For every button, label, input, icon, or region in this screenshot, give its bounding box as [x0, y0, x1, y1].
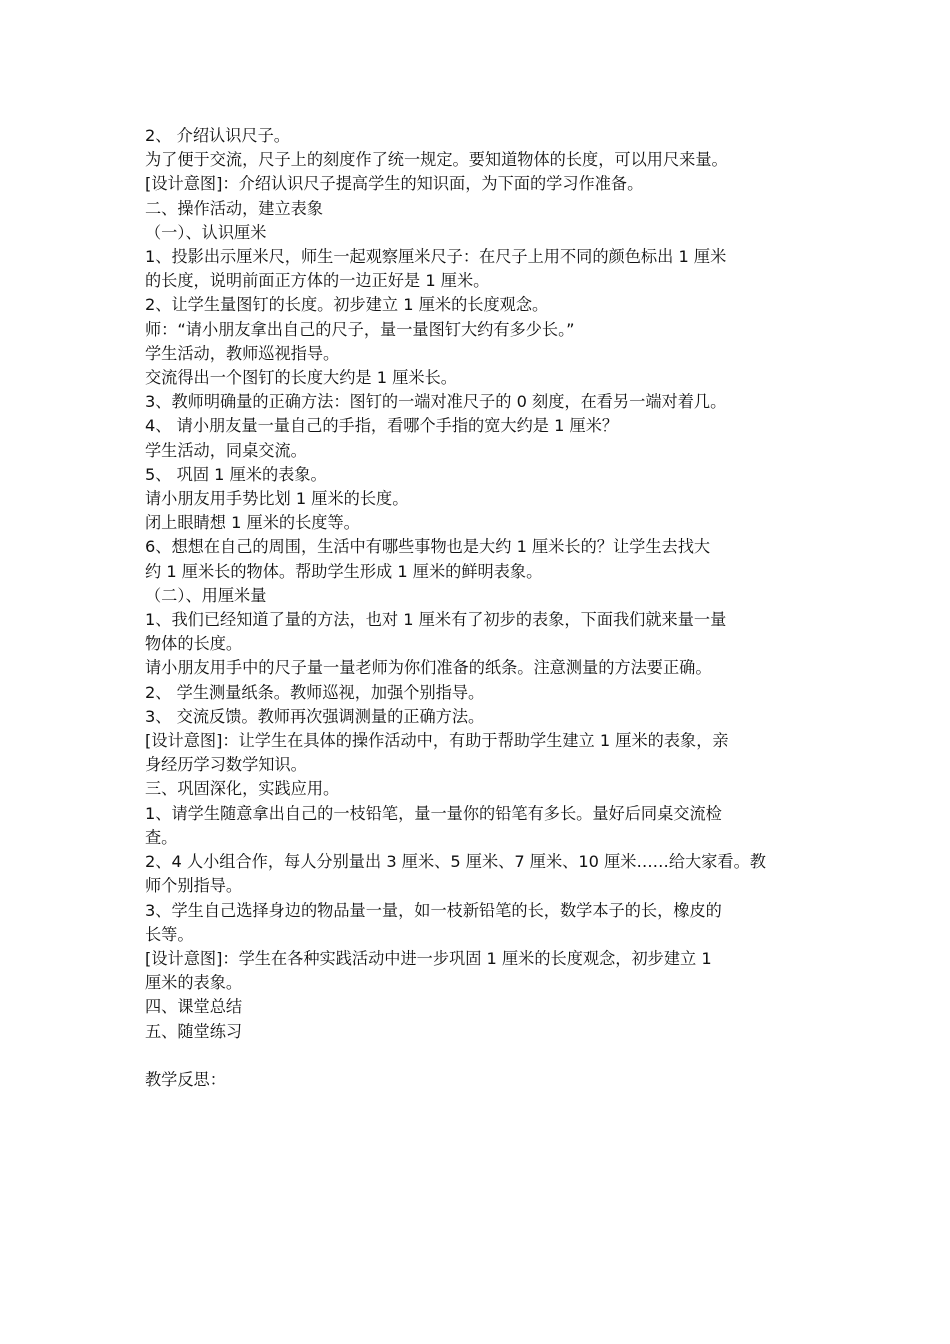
section-heading: 三、巩固深化，实践应用。 [145, 779, 340, 799]
text-line: 3、学生自己选择身边的物品量一量，如一枝新铅笔的长，数学本子的长，橡皮的 [145, 900, 722, 920]
text-line: 2、 介绍认识尺子。 [145, 126, 290, 145]
text-line: 查。 [145, 827, 178, 847]
subsection-heading: （二）、用厘米量 [145, 585, 267, 605]
text-line: 1、投影出示厘米尺，师生一起观察厘米尺子：在尺子上用不同的颜色标出 1 厘米 [145, 247, 727, 267]
text-line: [设计意图]：学生在各种实践活动中进一步巩固 1 厘米的长度观念，初步建立 1 [145, 948, 712, 968]
text-line: 物体的长度。 [145, 634, 243, 654]
text-line: 请小朋友用手势比划 1 厘米的长度。 [145, 489, 409, 509]
section-heading: 二、操作活动，建立表象 [145, 198, 324, 218]
section-heading: 四、课堂总结 [145, 997, 243, 1017]
text-line: 约 1 厘米长的物体。帮助学生形成 1 厘米的鲜明表象。 [145, 561, 543, 581]
text-line: 3、教师明确量的正确方法：图钉的一端对准尺子的 0 刻度，在看另一端对着几。 [145, 392, 727, 412]
text-line: 2、4 人小组合作，每人分别量出 3 厘米、5 厘米、7 厘米、10 厘米……给大家看。教 [145, 852, 766, 872]
text-line: 闭上眼睛想 1 厘米的长度等。 [145, 513, 360, 533]
text-line: [设计意图]：介绍认识尺子提高学生的知识面，为下面的学习作准备。 [145, 174, 644, 194]
text-line: [设计意图]：让学生在具体的操作活动中，有助于帮助学生建立 1 厘米的表象，亲 [145, 731, 729, 751]
text-line: 1、请学生随意拿出自己的一枝铅笔，量一量你的铅笔有多长。量好后同桌交流检 [145, 803, 722, 823]
text-line: 交流得出一个图钉的长度大约是 1 厘米长。 [145, 368, 457, 388]
text-line: 学生活动，同桌交流。 [145, 440, 307, 460]
text-line: 1、我们已经知道了量的方法，也对 1 厘米有了初步的表象，下面我们就来量一量 [145, 610, 727, 630]
text-line: 师个别指导。 [145, 876, 243, 896]
text-line: 请小朋友用手中的尺子量一量老师为你们准备的纸条。注意测量的方法要正确。 [145, 658, 712, 678]
text-line: 2、让学生量图钉的长度。初步建立 1 厘米的长度观念。 [145, 295, 549, 315]
reflection-heading: 教学反思： [145, 1069, 226, 1089]
text-line: 长等。 [145, 924, 194, 944]
section-heading: 五、随堂练习 [145, 1021, 243, 1041]
document-body [145, 124, 811, 1092]
text-line: 为了便于交流，尺子上的刻度作了统一规定。要知道物体的长度，可以用尺来量。 [145, 150, 728, 170]
text-line: 5、 巩固 1 厘米的表象。 [145, 464, 327, 484]
text-line: 6、想想在自己的周围，生活中有哪些事物也是大约 1 厘米长的？让学生去找大 [145, 537, 711, 557]
subsection-heading: （一）、认识厘米 [145, 222, 267, 242]
text-line: 3、 交流反馈。教师再次强调测量的正确方法。 [145, 706, 485, 726]
text-line: 2、 学生测量纸条。教师巡视，加强个别指导。 [145, 682, 485, 702]
text-line: 师：“请小朋友拿出自己的尺子，量一量图钉大约有多少长。” [145, 319, 575, 339]
text-line: 4、 请小朋友量一量自己的手指，看哪个手指的宽大约是 1 厘米？ [145, 416, 619, 436]
blank-line [145, 1044, 811, 1068]
text-line: 厘米的表象。 [145, 973, 243, 993]
text-line: 身经历学习数学知识。 [145, 755, 307, 775]
text-line: 学生活动，教师巡视指导。 [145, 343, 340, 363]
text-line: 的长度，说明前面正方体的一边正好是 1 厘米。 [145, 271, 490, 291]
